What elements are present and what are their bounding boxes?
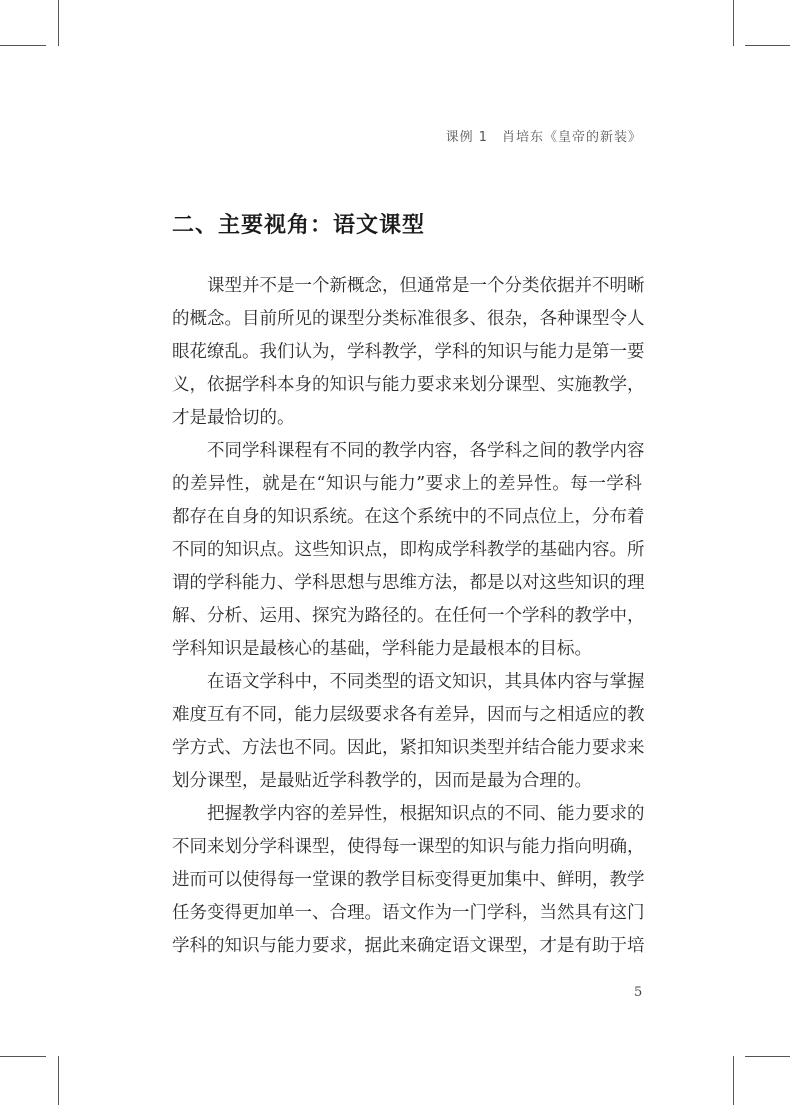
text-line: 学科知识是最核心的基础，学科能力是最根本的目标。 — [172, 639, 592, 659]
crop-mark — [733, 1056, 734, 1105]
paragraph — [172, 270, 645, 435]
body-text — [172, 270, 645, 963]
text-line: 学方式、方法也不同。因此，紧扣知识类型并结合能力要求来 — [172, 738, 645, 758]
text-line: 不同学科课程有不同的教学内容，各学科之间的教学内容 — [207, 441, 645, 461]
text-line: 不同的知识点。这些知识点，即构成学科教学的基础内容。所 — [172, 540, 645, 560]
crop-mark — [58, 0, 59, 46]
text-line: 都存在自身的知识系统。在这个系统中的不同点位上，分布着 — [172, 507, 645, 527]
text-line: 把握教学内容的差异性，根据知识点的不同、能力要求的 — [207, 804, 645, 824]
section-title: 二、主要视角：语文课型 — [172, 212, 426, 238]
text-line: 进而可以使得每一堂课的教学目标变得更加集中、鲜明，教学 — [172, 870, 645, 890]
text-line: 课型并不是一个新概念，但通常是一个分类依据并不明晰 — [207, 276, 645, 296]
text-line: 在语文学科中，不同类型的语文知识，其具体内容与掌握 — [207, 672, 645, 692]
text-line: 难度互有不同，能力层级要求各有差异，因而与之相适应的教 — [172, 705, 645, 725]
crop-mark — [745, 45, 790, 46]
page-number: 5 — [634, 985, 643, 1000]
paragraph — [172, 435, 645, 666]
text-line: 学科的知识与能力要求，据此来确定语文课型，才是有助于培 — [172, 936, 645, 956]
text-line: 才是最恰切的。 — [172, 408, 295, 428]
paragraph — [172, 666, 645, 798]
text-line: 义，依据学科本身的知识与能力要求来划分课型、实施教学， — [172, 375, 645, 395]
text-line: 不同来划分学科课型，使得每一课型的知识与能力指向明确， — [172, 837, 645, 857]
crop-mark — [745, 1056, 790, 1057]
text-line: 的概念。目前所见的课型分类标准很多、很杂，各种课型令人 — [172, 309, 645, 329]
crop-mark — [0, 1056, 46, 1057]
text-line: 的差异性，就是在“知识与能力”要求上的差异性。每一学科 — [172, 474, 642, 494]
crop-mark — [0, 45, 46, 46]
paragraph — [172, 798, 645, 963]
crop-mark — [733, 0, 734, 46]
crop-mark — [58, 1056, 59, 1105]
text-line: 任务变得更加单一、合理。语文作为一门学科，当然具有这门 — [172, 903, 645, 923]
text-line: 划分课型，是最贴近学科教学的，因而是最为合理的。 — [172, 771, 592, 791]
text-line: 谓的学科能力、学科思想与思维方法，都是以对这些知识的理 — [172, 573, 645, 593]
running-header: 课例 1 肖培东《皇帝的新装》 — [445, 130, 642, 145]
text-line: 解、分析、运用、探究为路径的。在任何一个学科的教学中， — [172, 606, 645, 626]
text-line: 眼花缭乱。我们认为，学科教学，学科的知识与能力是第一要 — [172, 342, 645, 362]
